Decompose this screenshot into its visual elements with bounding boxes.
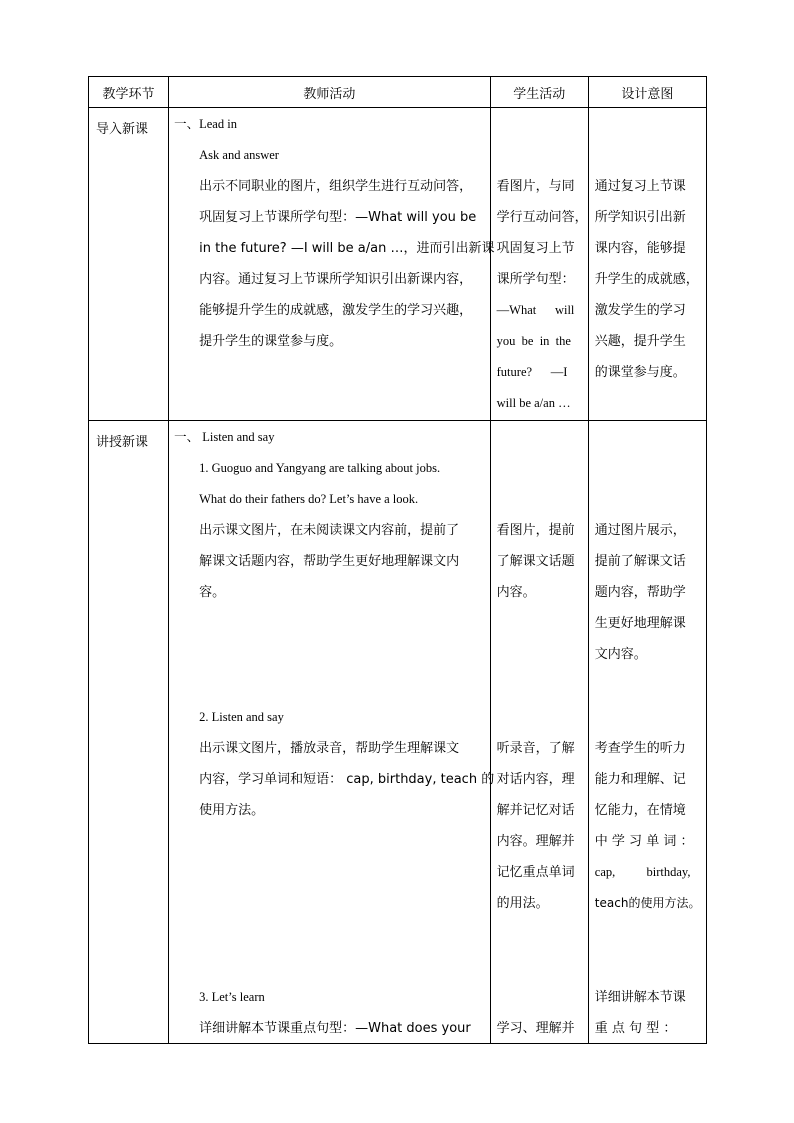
text-line: you be in the: [496, 334, 571, 348]
student-activity-cell: [490, 108, 588, 421]
text-line: 内容，学习单词和短语： cap, birthday, teach 的: [199, 772, 495, 787]
stage-label: 讲授新课: [96, 435, 149, 450]
text-line: will be a/an …: [496, 396, 571, 410]
text-line: 了解课文话题: [496, 554, 575, 569]
text-line: 巩固复习上节课所学句型：—What will you be: [199, 210, 477, 225]
text-line: 能够提升学生的成就感，激发学生的学习兴趣，: [199, 303, 473, 318]
design-intent-cell: [588, 421, 706, 1044]
text-line: 的用法。: [496, 896, 549, 911]
text-line: 提升学生的课堂参与度。: [199, 334, 343, 349]
text-line: 详细讲解本节课重点句型：—What does your: [199, 1021, 471, 1036]
text-line: 解并记忆对话: [496, 803, 575, 818]
header-student-activity: 学生活动: [490, 77, 588, 108]
text-line: 题内容，帮助学: [594, 585, 686, 600]
stage-cell: [89, 421, 169, 1044]
section-heading: 一、Lead in: [174, 117, 237, 131]
text-line: 所学知识引出新: [594, 210, 686, 225]
text-line: 使用方法。: [199, 803, 265, 818]
text-line: What do their fathers do? Let’s have a look.: [199, 492, 419, 506]
text-line: 通过复习上节课: [594, 179, 686, 194]
text-line: 重 点 句 型 ：: [594, 1021, 677, 1036]
table-row-lead-in: [89, 108, 707, 421]
lesson-plan-table: [88, 76, 707, 1044]
text-line: 兴趣，提升学生: [594, 334, 686, 349]
stage-label: 导入新课: [96, 122, 149, 137]
header-stage: 教学环节: [89, 77, 169, 108]
design-intent-cell: [588, 108, 706, 421]
text-line: 课内容，能够提: [594, 241, 686, 256]
step-title: 3. Let’s learn: [199, 990, 265, 1004]
text-line: 学行互动问答，: [496, 210, 588, 225]
text-line: 能力和理解、记: [594, 772, 686, 787]
text-line: 中 学 习 单 词 ：: [594, 834, 694, 849]
text-line: 升学生的成就感，: [594, 272, 699, 287]
text-line: 看图片，提前: [496, 523, 575, 538]
text-line: 巩固复习上节: [496, 241, 575, 256]
table-header-row: [89, 77, 707, 108]
text-line: 解课文话题内容，帮助学生更好地理解课文内: [199, 554, 460, 569]
text-line: 考查学生的听力: [594, 741, 686, 756]
text-line: 内容。: [496, 585, 536, 600]
text-line: 看图片，与同: [496, 179, 575, 194]
text-line: 忆能力，在情境: [594, 803, 686, 818]
text-line: 内容。理解并: [496, 834, 575, 849]
text-line: future? —I: [496, 365, 568, 379]
text-line: 出示课文图片，在未阅读课文内容前，提前了: [199, 523, 460, 538]
teacher-activity-cell: [169, 108, 495, 421]
text-line: 生更好地理解课: [594, 616, 686, 631]
text-line: 激发学生的学习: [594, 303, 686, 318]
section-heading: 一、 Listen and say: [174, 430, 275, 444]
text-line: in the future? —I will be a/an …，进而引出新课: [199, 241, 495, 256]
text-line: 记忆重点单词: [496, 865, 575, 880]
text-line: 听录音，了解: [496, 741, 575, 756]
text-line: cap, birthday,: [594, 865, 691, 879]
student-activity-cell: [490, 421, 588, 1044]
text-line: 容。: [199, 585, 226, 600]
text-line: 对话内容，理: [496, 772, 575, 787]
header-teacher-activity: 教师活动: [169, 77, 491, 108]
header-design-intent: 设计意图: [588, 77, 706, 108]
step-title: 1. Guoguo and Yangyang are talking about jobs.: [199, 461, 441, 475]
step-title: 2. Listen and say: [199, 710, 284, 724]
text-line: 提前了解课文话: [594, 554, 686, 569]
text-line: —What will: [496, 303, 575, 317]
text-line: 学习、理解并: [496, 1021, 575, 1036]
teacher-activity-cell: [169, 421, 495, 1044]
stage-cell: [89, 108, 169, 421]
text-line: 通过图片展示，: [594, 523, 686, 538]
text-line: 出示课文图片，播放录音，帮助学生理解课文: [199, 741, 460, 756]
activity-title: Ask and answer: [199, 148, 279, 162]
table-row-new-lesson: [89, 421, 707, 1044]
text-line: teach的使用方法。: [594, 896, 701, 910]
text-line: 详细讲解本节课: [594, 990, 686, 1005]
text-line: 的课堂参与度。: [594, 365, 686, 380]
text-line: 文内容。: [594, 647, 647, 662]
text-line: 出示不同职业的图片，组织学生进行互动问答，: [199, 179, 473, 194]
text-line: 内容。通过复习上节课所学知识引出新课内容，: [199, 272, 473, 287]
text-line: 课所学句型：: [496, 272, 575, 287]
